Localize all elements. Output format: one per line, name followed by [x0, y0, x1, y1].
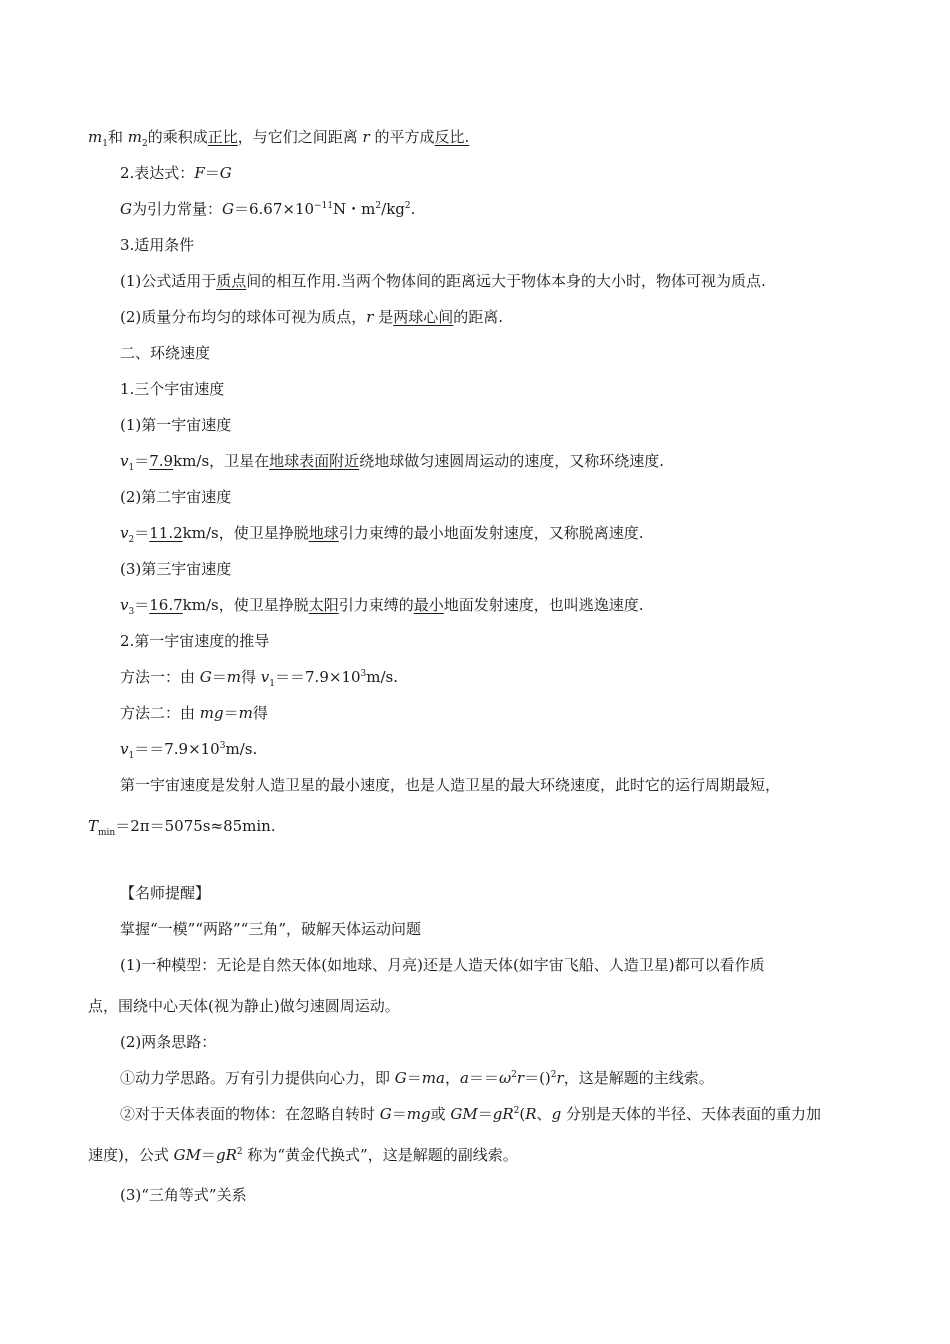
underlined-term: 16.7 — [149, 596, 183, 614]
paragraph-line — [120, 595, 644, 615]
text-run: ，与它们之间距离 — [237, 128, 363, 146]
subscript: 2 — [141, 139, 148, 149]
text-run: ＝＝7.9×10 — [275, 668, 361, 686]
underlined-term: 两球心间 — [393, 308, 454, 326]
underlined-term: 正比 — [207, 128, 238, 146]
paragraph-line: 第一宇宙速度是发射人造卫星的最小速度，也是人造卫星的最大环绕速度，此时它的运行周期最短， — [120, 776, 781, 794]
underlined-term: 地球表面附近 — [269, 452, 360, 470]
derivation-line — [120, 739, 257, 759]
symbol: r — [366, 308, 374, 326]
text-run: ， — [444, 1069, 460, 1087]
paragraph-line — [88, 816, 276, 836]
paragraph-line: 掌握“一模”“两路”“三角”，破解天体运动问题 — [120, 920, 422, 938]
mass-symbol: m — [88, 128, 103, 146]
symbol: G — [120, 200, 132, 218]
text-run: ＝ — [211, 668, 227, 686]
text-run: ( — [519, 1105, 526, 1123]
text-run: (2)质量分布均匀的球体可视为质点， — [120, 308, 367, 326]
text-run: ，这是解题的主线索。 — [563, 1069, 714, 1087]
text-run: (1)公式适用于 — [120, 272, 217, 290]
symbol: G — [394, 1069, 407, 1087]
symbol: g — [551, 1105, 562, 1123]
text-run: 、 — [536, 1105, 552, 1123]
text-run: 的距离. — [453, 308, 503, 326]
paragraph-line: (1)一种模型：无论是自然天体(如地球、月亮)还是人造天体(如宇宙飞船、人造卫星)都可以看作质 — [120, 956, 765, 974]
symbol: G — [219, 164, 232, 182]
paragraph-line — [120, 307, 503, 327]
text-run: 和 — [107, 128, 128, 146]
section-heading: 3.适用条件 — [120, 236, 195, 254]
symbol: G — [379, 1105, 392, 1123]
symbol: gR — [492, 1105, 514, 1123]
symbol: v — [120, 524, 129, 542]
text-run: 速度)，公式 — [88, 1146, 174, 1164]
distance-symbol: r — [362, 128, 370, 146]
derivation-line — [120, 667, 398, 687]
text-run: /kg — [381, 200, 405, 218]
text-run: ＝ — [204, 164, 220, 182]
superscript: 3 — [360, 669, 367, 679]
text-run: ＝ — [134, 524, 150, 542]
subscript: min — [98, 828, 116, 838]
text-run: . — [410, 200, 416, 218]
text-run: ＝ — [134, 452, 150, 470]
section-heading: 二、环绕速度 — [120, 344, 211, 362]
text-run: ②对于天体表面的物体：在忽略自转时 — [120, 1105, 380, 1123]
symbol: r — [516, 1069, 525, 1087]
text-run: 的平方成 — [369, 128, 435, 146]
tip-heading: 【名师提醒】 — [120, 884, 211, 902]
subscript: 1 — [128, 751, 135, 761]
symbol: r — [556, 1069, 564, 1087]
text-run: 是 — [373, 308, 394, 326]
subscript: 1 — [269, 679, 276, 689]
text-run: 2.表达式： — [120, 164, 195, 182]
symbol: ma — [421, 1069, 445, 1087]
paragraph-line: (2)两条思路： — [120, 1033, 217, 1051]
symbol: F — [194, 164, 205, 182]
paragraph-line: 点，围绕中心天体(视为静止)做匀速圆周运动。 — [88, 997, 400, 1015]
symbol: GM — [450, 1105, 478, 1123]
paragraph-line — [120, 451, 664, 471]
expression-line — [120, 163, 232, 183]
text-run: 间的相互作用.当两个物体间的距离远大于物体本身的大小时，物体可视为质点. — [246, 272, 766, 290]
symbol: v — [120, 452, 129, 470]
gravitational-constant-line — [120, 199, 415, 219]
symbol: R — [525, 1105, 537, 1123]
mass-symbol: m — [127, 128, 142, 146]
subsection-heading: 2.第一宇宙速度的推导 — [120, 632, 270, 650]
symbol: GM — [173, 1146, 201, 1164]
subsection-heading: (3)“三角等式”关系 — [120, 1186, 247, 1204]
text-run: km/s，卫星在 — [173, 452, 270, 470]
symbol: gR — [215, 1146, 237, 1164]
superscript: 2 — [550, 1070, 557, 1080]
text-run: ＝6.67×10 — [233, 200, 315, 218]
superscript: 2 — [236, 1147, 243, 1157]
text-run: 引力束缚的 — [338, 596, 414, 614]
symbol: m — [226, 668, 242, 686]
text-run: 或 — [430, 1105, 451, 1123]
underlined-term: 太阳 — [308, 596, 339, 614]
text-run: 得 — [252, 704, 268, 722]
text-run: 方法二：由 — [120, 704, 200, 722]
underlined-term: 最小 — [413, 596, 444, 614]
text-run: 得 — [241, 668, 261, 686]
subscript: 1 — [128, 463, 135, 473]
superscript: 2 — [511, 1070, 517, 1080]
symbol: G — [222, 200, 234, 218]
underlined-term: 地球 — [308, 524, 339, 542]
text-run: 称为“黄金代换式”，这是解题的副线索。 — [242, 1146, 518, 1164]
symbol: m — [238, 704, 253, 722]
symbol: a — [459, 1069, 469, 1087]
paragraph-line — [88, 1145, 518, 1165]
underlined-term: 7.9 — [149, 452, 174, 470]
superscript: 2 — [375, 201, 382, 211]
text-run: ＝() — [524, 1069, 551, 1087]
subsection-heading: 1.三个宇宙速度 — [120, 380, 225, 398]
text-run: 的乘积成 — [147, 128, 208, 146]
text-run: 引力束缚的最小地面发射速度，又称脱离速度. — [338, 524, 644, 542]
symbol: G — [199, 668, 212, 686]
subsection-heading: (1)第一宇宙速度 — [120, 416, 232, 434]
text-run: ＝ — [134, 596, 150, 614]
text-run: ＝＝7.9×10 — [134, 740, 220, 758]
paragraph-line — [120, 271, 766, 291]
text-run: ①动力学思路。万有引力提供向心力，即 — [120, 1069, 395, 1087]
subscript: 2 — [128, 535, 135, 545]
text-run: ＝ — [406, 1069, 422, 1087]
text-run: N・m — [333, 200, 376, 218]
text-run: ＝ — [223, 704, 239, 722]
text-run: ＝ — [477, 1105, 493, 1123]
subscript: 3 — [128, 607, 135, 617]
subsection-heading: (3)第三宇宙速度 — [120, 560, 232, 578]
subsection-heading: (2)第二宇宙速度 — [120, 488, 232, 506]
paragraph-line — [120, 523, 644, 543]
underlined-term: 质点 — [216, 272, 247, 290]
text-run: m/s. — [366, 668, 399, 686]
text-run: ＝2π＝5075s≈85min. — [115, 817, 276, 835]
superscript: 2 — [513, 1106, 520, 1116]
text-run: km/s，使卫星挣脱 — [182, 596, 309, 614]
paragraph-line — [120, 1068, 714, 1088]
symbol: v — [260, 668, 270, 686]
text-run: ＝ — [391, 1105, 407, 1123]
derivation-line — [120, 703, 268, 723]
law-statement-line — [88, 127, 469, 147]
text-run: 方法一：由 — [120, 668, 200, 686]
underlined-term: 11.2 — [149, 524, 183, 542]
superscript: 3 — [219, 741, 226, 751]
symbol: ω — [498, 1069, 512, 1087]
subscript: 1 — [102, 139, 108, 149]
text-run: ＝ — [200, 1146, 216, 1164]
underlined-term: 反比. — [434, 128, 470, 146]
text-run: 绕地球做匀速圆周运动的速度，又称环绕速度. — [359, 452, 664, 470]
text-run: 分别是天体的半径、天体表面的重力加 — [561, 1105, 821, 1123]
text-run: m/s. — [225, 740, 258, 758]
text-run: ＝＝ — [468, 1069, 499, 1087]
text-run: km/s，使卫星挣脱 — [182, 524, 309, 542]
paragraph-line — [120, 1104, 821, 1124]
text-run: 为引力常量： — [131, 200, 222, 218]
symbol: T — [88, 817, 99, 835]
symbol: mg — [199, 704, 224, 722]
superscript: −11 — [314, 201, 334, 211]
text-run: 地面发射速度，也叫逃逸速度. — [443, 596, 644, 614]
superscript: 2 — [404, 201, 411, 211]
symbol: v — [120, 596, 129, 614]
symbol: v — [120, 740, 129, 758]
symbol: mg — [406, 1105, 431, 1123]
